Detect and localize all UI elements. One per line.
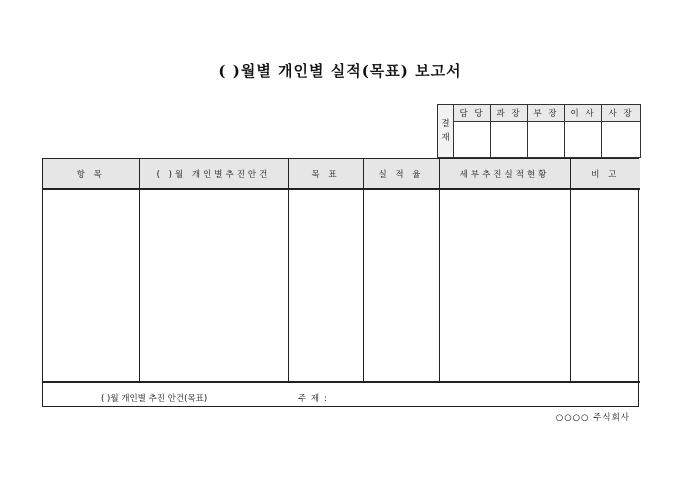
cell-item[interactable] [43, 189, 139, 382]
header-details: 세부추진실적현황 [439, 159, 570, 189]
header-achievement-rate: 실 적 율 [363, 159, 439, 189]
approval-col-1: 담 당 [454, 105, 491, 122]
header-target: 목 표 [288, 159, 363, 189]
document-title: ( )월별 개인별 실적(목표) 보고서 [218, 62, 462, 80]
approval-col-3: 부 장 [528, 105, 565, 122]
footer-agenda-label: ( )월 개인별 추진 안건(목표) [101, 394, 208, 404]
approval-col-5: 사 장 [602, 105, 641, 122]
cell-agenda[interactable] [139, 189, 288, 382]
signature-cell-4[interactable] [565, 122, 602, 158]
cell-details[interactable] [439, 189, 570, 382]
approval-col-2: 과 장 [491, 105, 528, 122]
footer-subject-label: 주 제 : [298, 394, 328, 404]
approval-label-top: 결 [441, 119, 450, 129]
report-table [42, 158, 639, 407]
cell-target[interactable] [288, 189, 363, 382]
signature-cell-2[interactable] [491, 122, 528, 158]
signature-cell-1[interactable] [454, 122, 491, 158]
footer-row [43, 383, 638, 409]
approval-box [437, 104, 641, 158]
company-name: ○○○○ 주식회사 [555, 413, 630, 423]
header-item: 항 목 [43, 159, 139, 189]
signature-cell-3[interactable] [528, 122, 565, 158]
approval-label [438, 105, 454, 158]
cell-remarks[interactable] [570, 189, 640, 382]
header-remarks: 비 고 [570, 159, 640, 189]
header-agenda: ( )월 개인별추진안건 [139, 159, 288, 189]
cell-achievement-rate[interactable] [363, 189, 439, 382]
approval-col-4: 이 사 [565, 105, 602, 122]
signature-cell-5[interactable] [602, 122, 641, 158]
approval-label-bottom: 재 [441, 132, 450, 143]
